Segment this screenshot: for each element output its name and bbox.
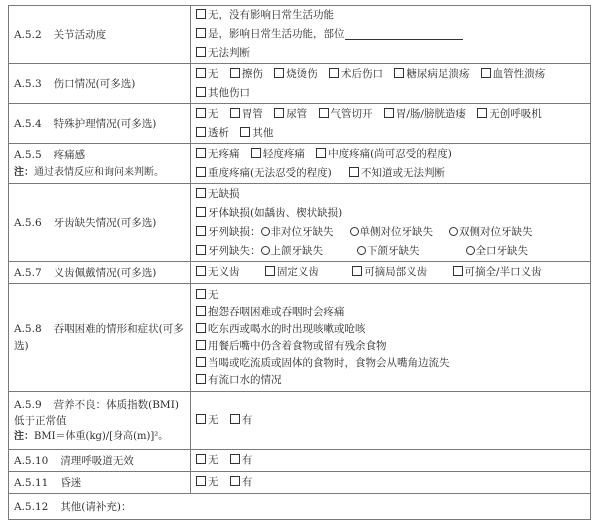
radio-icon[interactable] (466, 246, 475, 255)
note-text: BMI＝体重(kg)/[身高(m)]²。 (34, 430, 169, 442)
item-code: A.5.8 (14, 322, 42, 335)
checkbox-icon[interactable] (196, 340, 206, 350)
checkbox-icon[interactable] (477, 108, 487, 118)
row-label (9, 472, 191, 494)
row-options (191, 392, 591, 450)
option[interactable]: 无 (196, 105, 219, 124)
checkbox-icon[interactable] (230, 454, 240, 464)
option[interactable]: 无疼痛 (196, 145, 240, 164)
item-code: A.5.9 (14, 398, 42, 411)
checkbox-icon[interactable] (196, 148, 206, 158)
other-supplement[interactable] (9, 494, 591, 520)
option-cannot-judge[interactable]: 无法判断 (196, 44, 250, 63)
row-options (191, 6, 591, 64)
option[interactable]: 无义齿 (196, 263, 240, 282)
checkbox-icon[interactable] (240, 127, 250, 137)
option[interactable]: 不知道或无法判断 (349, 164, 445, 183)
note-text: 通过表情反应和询问来判断。 (34, 166, 164, 178)
option-tooth-body-defect[interactable]: 牙体缺损(如龋齿、楔状缺损) (196, 204, 342, 223)
item-title: 义齿佩戴情况(可多选) (53, 267, 157, 279)
option-impact[interactable]: 是，影响日常生活功能，部位 (196, 25, 463, 44)
option-yes[interactable]: 有 (230, 451, 253, 470)
checkbox-icon[interactable] (384, 108, 394, 118)
option[interactable]: 抱怨吞咽困难或吞咽时会疼痛 (196, 304, 345, 321)
option[interactable]: 气管切开 (319, 105, 373, 124)
row-label (9, 262, 191, 284)
item-code: A.5.7 (14, 267, 42, 279)
item-title: 清理呼吸道无效 (60, 455, 134, 467)
radio-option[interactable]: 单侧对位牙缺失 (350, 223, 434, 242)
option[interactable]: 无创呼吸机 (477, 105, 542, 124)
checkbox-icon[interactable] (196, 9, 206, 19)
checkbox-icon[interactable] (196, 47, 206, 57)
checkbox-icon[interactable] (196, 323, 206, 333)
checkbox-icon[interactable] (196, 414, 206, 424)
option[interactable]: 无 (196, 65, 219, 84)
checkbox-icon[interactable] (196, 188, 206, 198)
radio-icon[interactable] (449, 227, 458, 236)
row-a52 (9, 6, 591, 64)
radio-option[interactable]: 双侧对位牙缺失 (449, 223, 533, 242)
checkbox-icon[interactable] (196, 306, 206, 316)
option[interactable]: 轻度疼痛 (251, 145, 305, 164)
checkbox-icon[interactable] (230, 108, 240, 118)
row-label (9, 184, 191, 262)
item-code: A.5.6 (14, 217, 42, 229)
row-a55 (9, 144, 591, 184)
checkbox-icon[interactable] (196, 245, 206, 255)
checkbox-icon[interactable] (196, 266, 206, 276)
checkbox-icon[interactable] (316, 148, 326, 158)
checkbox-icon[interactable] (196, 476, 206, 486)
checkbox-icon[interactable] (196, 127, 206, 137)
radio-icon[interactable] (357, 246, 366, 255)
item-code: A.5.4 (14, 118, 42, 130)
checkbox-icon[interactable] (349, 167, 359, 177)
row-options (191, 450, 591, 472)
radio-icon[interactable] (261, 227, 270, 236)
item-title: 特殊护理情况(可多选) (53, 118, 157, 130)
item-code: A.5.5 (14, 148, 42, 161)
option[interactable]: 术后伤口 (329, 65, 383, 84)
item-title: 吞咽困难的情形和症状(可多选) (14, 322, 184, 352)
option[interactable]: 胃管 (230, 105, 263, 124)
option[interactable]: 其他 (240, 124, 273, 143)
option-no-defect[interactable]: 无缺损 (196, 185, 240, 204)
option-no[interactable]: 无 (196, 451, 219, 470)
checkbox-icon[interactable] (196, 28, 206, 38)
option[interactable]: 可摘局部义齿 (352, 263, 427, 282)
row-a57 (9, 262, 591, 284)
item-code: A.5.10 (14, 455, 49, 467)
checkbox-icon[interactable] (196, 357, 206, 367)
checkbox-icon[interactable] (230, 476, 240, 486)
checkbox-icon[interactable] (196, 87, 206, 97)
item-code: A.5.12 (14, 501, 49, 513)
row-a54 (9, 104, 591, 144)
row-options (191, 184, 591, 262)
radio-option[interactable]: 全口牙缺失 (466, 242, 529, 261)
option[interactable]: 中度疼痛(尚可忍受的程度) (316, 145, 452, 164)
checkbox-icon[interactable] (196, 454, 206, 464)
option[interactable]: 烧烫伤 (274, 65, 318, 84)
row-a512 (9, 494, 591, 520)
checkbox-icon[interactable] (394, 68, 404, 78)
item-title: 伤口情况(可多选) (53, 78, 136, 90)
checkbox-icon[interactable] (196, 289, 206, 299)
checkbox-icon[interactable] (196, 226, 206, 236)
checkbox-icon[interactable] (265, 266, 275, 276)
row-label (9, 104, 191, 144)
checkbox-icon[interactable] (196, 108, 206, 118)
option-dentition-defect[interactable]: 牙列缺损： (196, 223, 261, 242)
item-code: A.5.2 (14, 29, 42, 41)
option[interactable]: 吃东西或喝水的时出现咳嗽或呛咳 (196, 321, 366, 338)
checkbox-icon[interactable] (329, 68, 339, 78)
assessment-sheet (8, 5, 591, 520)
checkbox-icon[interactable] (251, 148, 261, 158)
option[interactable]: 可摘全/半口义齿 (453, 263, 542, 282)
row-options (191, 262, 591, 284)
note-label: 注： (14, 430, 34, 442)
row-a511 (9, 472, 591, 494)
checkbox-icon[interactable] (196, 68, 206, 78)
radio-icon[interactable] (350, 227, 359, 236)
row-a53 (9, 64, 591, 104)
row-options (191, 144, 591, 184)
row-options (191, 472, 591, 494)
option[interactable]: 糖尿病足溃疡 (394, 65, 469, 84)
item-title: 疼痛感 (53, 148, 86, 161)
row-a58 (9, 284, 591, 392)
row-label (9, 284, 191, 392)
option-yes[interactable]: 有 (230, 411, 253, 430)
option[interactable]: 用餐后嘴中仍含着食物或留有残余食物 (196, 338, 387, 355)
row-label (9, 64, 191, 104)
option[interactable]: 透析 (196, 124, 229, 143)
option[interactable]: 其他伤口 (196, 84, 250, 103)
option[interactable]: 当喝或吃流质或固体的食物时，食物会从嘴角边流失 (196, 355, 450, 372)
option-dentition-loss[interactable]: 牙列缺失： (196, 242, 261, 261)
checkbox-icon[interactable] (230, 414, 240, 424)
radio-option[interactable]: 下颌牙缺失 (357, 242, 420, 261)
item-title: 其他(请补充)： (60, 501, 132, 513)
row-label (9, 450, 191, 472)
radio-option[interactable]: 上颌牙缺失 (261, 242, 324, 261)
row-a56 (9, 184, 591, 262)
row-options (191, 284, 591, 392)
row-options (191, 64, 591, 104)
option[interactable]: 擦伤 (230, 65, 263, 84)
row-options (191, 104, 591, 144)
checkbox-icon[interactable] (274, 108, 284, 118)
row-label (9, 392, 191, 450)
checkbox-icon[interactable] (481, 68, 491, 78)
option[interactable]: 无 (196, 287, 219, 304)
item-title: 昏迷 (60, 477, 82, 489)
option[interactable]: 重度疼痛(无法忍受的程度) (196, 164, 332, 183)
option-no[interactable]: 无 (196, 473, 219, 492)
row-a510 (9, 450, 591, 472)
checkbox-icon[interactable] (352, 266, 362, 276)
note-label: 注： (14, 166, 34, 178)
option[interactable]: 有流口水的情况 (196, 372, 282, 389)
item-code: A.5.3 (14, 78, 42, 90)
checkbox-icon[interactable] (196, 374, 206, 384)
checkbox-icon[interactable] (196, 207, 206, 217)
row-label (9, 6, 191, 64)
item-code: A.5.11 (14, 477, 49, 489)
body-part-blank[interactable] (345, 27, 463, 40)
checkbox-icon[interactable] (274, 68, 284, 78)
option[interactable]: 血管性溃疡 (481, 65, 546, 84)
item-title: 营养不良：体质指数(BMI)低于正常值 (14, 398, 179, 427)
radio-option[interactable]: 非对位牙缺失 (261, 223, 334, 242)
row-label (9, 144, 191, 184)
row-a59 (9, 392, 591, 450)
item-title: 关节活动度 (53, 29, 107, 41)
option[interactable]: 尿管 (274, 105, 307, 124)
option-no-impact[interactable]: 无，没有影响日常生活功能 (196, 6, 334, 25)
checkbox-icon[interactable] (319, 108, 329, 118)
option-yes[interactable]: 有 (230, 473, 253, 492)
radio-icon[interactable] (261, 246, 270, 255)
assessment-table (8, 5, 591, 520)
option-no[interactable]: 无 (196, 411, 219, 430)
checkbox-icon[interactable] (230, 68, 240, 78)
checkbox-icon[interactable] (453, 266, 463, 276)
item-title: 牙齿缺失情况(可多选) (53, 217, 157, 229)
checkbox-icon[interactable] (196, 167, 206, 177)
option[interactable]: 固定义齿 (265, 263, 319, 282)
option[interactable]: 胃/肠/膀胱造瘘 (384, 105, 466, 124)
